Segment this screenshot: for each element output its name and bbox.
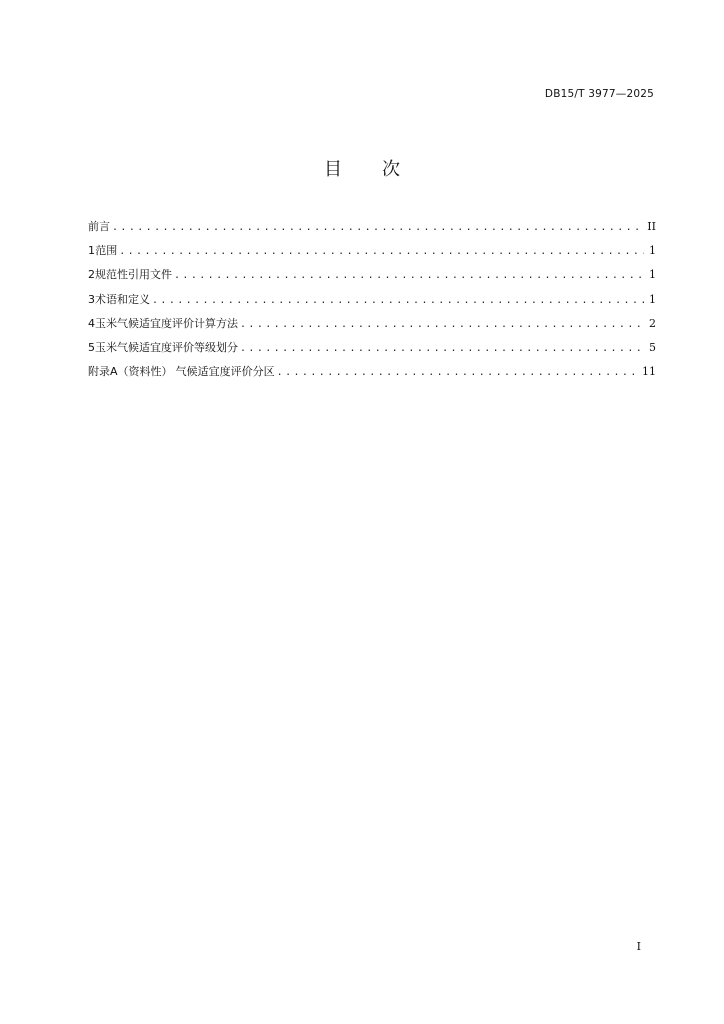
toc-entry-label: 术语和定义 <box>95 292 150 306</box>
toc-entry-label: 前言 <box>88 220 110 233</box>
toc-leader-dots <box>240 319 644 330</box>
toc-entry-page: 1 <box>649 292 656 306</box>
page-number: I <box>636 940 641 953</box>
toc-entry-page: 5 <box>649 340 656 354</box>
toc-entry-appendix-a[interactable] <box>88 363 656 387</box>
toc-entry-label-secondary: 气候适宜度评价分区 <box>175 365 275 379</box>
toc-entry-calculation-method[interactable] <box>88 315 656 339</box>
toc-entry-page: 1 <box>649 268 656 282</box>
toc-leader-dots <box>277 367 638 378</box>
toc-entry-foreword[interactable] <box>88 218 656 242</box>
toc-heading-char-1: 目 <box>324 159 342 180</box>
toc-entry-label: 规范性引用文件 <box>95 268 172 282</box>
toc-leader-dots <box>112 222 643 233</box>
toc-entry-number: 3 <box>88 292 95 306</box>
toc-entry-label: 范围 <box>95 244 118 258</box>
toc-entry-grade-classification[interactable] <box>88 339 656 363</box>
toc-entry-number: 4 <box>88 316 95 330</box>
toc-entry-number: 2 <box>88 268 95 282</box>
toc-leader-dots <box>240 343 644 354</box>
table-of-contents <box>88 218 656 387</box>
toc-leader-dots <box>152 295 644 306</box>
toc-entry-number: 1 <box>88 244 95 258</box>
toc-entry-normative-references[interactable] <box>88 266 656 290</box>
toc-entry-label: 附录A（资料性） <box>88 365 173 379</box>
toc-entry-label: 玉米气候适宜度评价等级划分 <box>95 340 238 354</box>
toc-leader-dots <box>119 246 644 257</box>
toc-leader-dots <box>174 270 644 281</box>
toc-entry-page: 1 <box>649 244 656 258</box>
standard-code: DB15/T 3977—2025 <box>544 88 654 100</box>
toc-entry-label: 玉米气候适宜度评价计算方法 <box>95 316 238 330</box>
toc-entry-number: 5 <box>88 340 95 354</box>
toc-entry-scope[interactable] <box>88 242 656 266</box>
toc-entry-page: II <box>647 220 656 233</box>
toc-heading <box>0 155 724 181</box>
toc-heading-char-2: 次 <box>382 159 400 180</box>
toc-entry-page: 11 <box>642 365 656 379</box>
toc-entry-terms-definitions[interactable] <box>88 291 656 315</box>
toc-entry-page: 2 <box>649 316 656 330</box>
